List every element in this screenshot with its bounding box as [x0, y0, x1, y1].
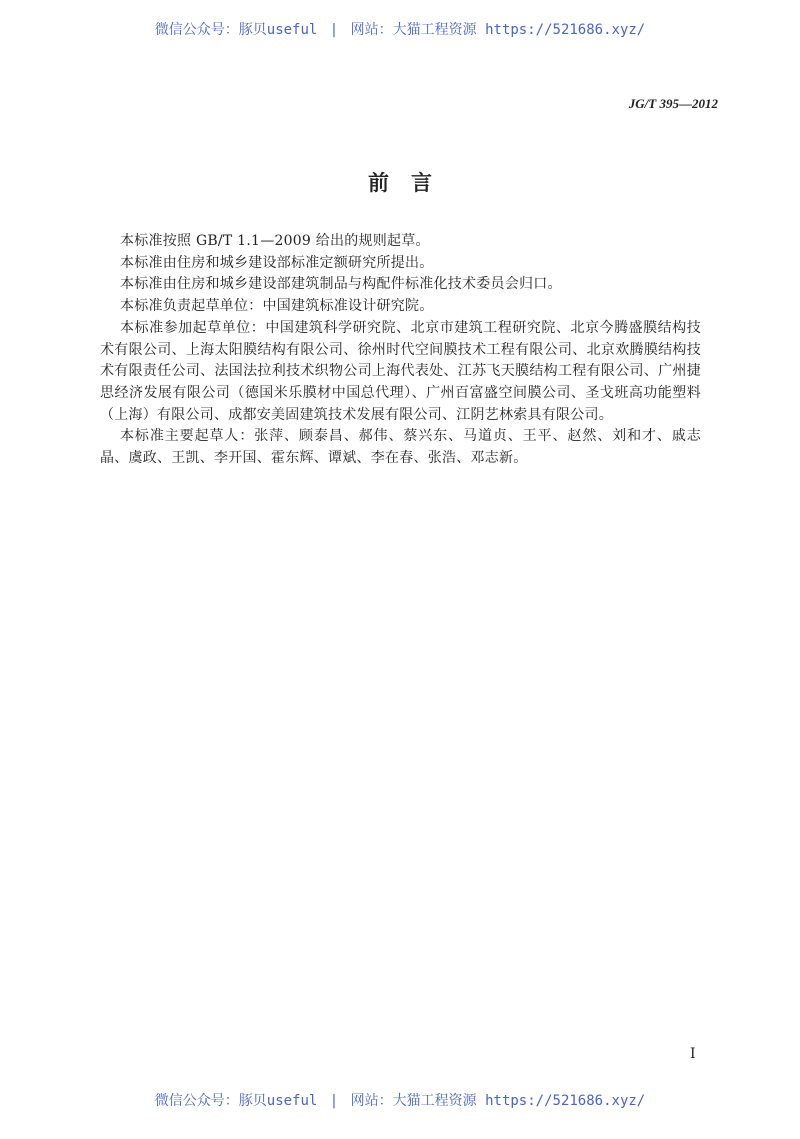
paragraph: 本标准主要起草人：张萍、顾泰昌、郝伟、蔡兴东、马道贞、王平、赵然、刘和才、戚志晶、虞政、王凯、李开国、霍东辉、谭斌、李在春、张浩、邓志新。	[100, 428, 701, 467]
watermark-separator: |	[329, 1093, 339, 1109]
watermark-site: 网站：大猫工程资源 https://521686.xyz/	[350, 1093, 646, 1109]
page-number: I	[690, 1046, 696, 1062]
watermark-footer	[0, 1090, 800, 1110]
foreword-body	[100, 231, 701, 470]
watermark-site: 网站：大猫工程资源 https://521686.xyz/	[350, 22, 646, 38]
paragraph: 本标准负责起草单位：中国建筑标准设计研究院。	[120, 298, 434, 315]
watermark-wechat: 微信公众号：豚贝useful	[154, 22, 318, 38]
page-title: 前言	[368, 171, 454, 195]
paragraph: 本标准参加起草单位：中国建筑科学研究院、北京市建筑工程研究院、北京今腾盛膜结构技术有限公司、上海太阳膜结构有限公司、徐州时代空间膜技术工程有限公司、北京欢腾膜结构技术有限责任公司、法国法拉利技术织物公司上海代表处、江苏飞天膜结构工程有限公司、广州捷思经济发展有限公司（德国米乐膜材中国总代理）、广州百富盛空间膜公司、圣戈班高功能塑料（上海）有限公司、成都安美固建筑技术发展有限公司、江阴艺林索具有限公司。	[100, 319, 701, 423]
watermark-separator: |	[329, 22, 339, 38]
watermark-wechat: 微信公众号：豚贝useful	[154, 1093, 318, 1109]
watermark-header	[0, 19, 800, 39]
paragraph: 本标准由住房和城乡建设部建筑制品与构配件标准化技术委员会归口。	[120, 276, 562, 293]
standard-number: JG/T 395—2012	[628, 96, 718, 111]
paragraph: 本标准按照 GB/T 1.1—2009 给出的规则起草。	[120, 233, 430, 249]
paragraph: 本标准由住房和城乡建设部标准定额研究所提出。	[120, 254, 434, 271]
